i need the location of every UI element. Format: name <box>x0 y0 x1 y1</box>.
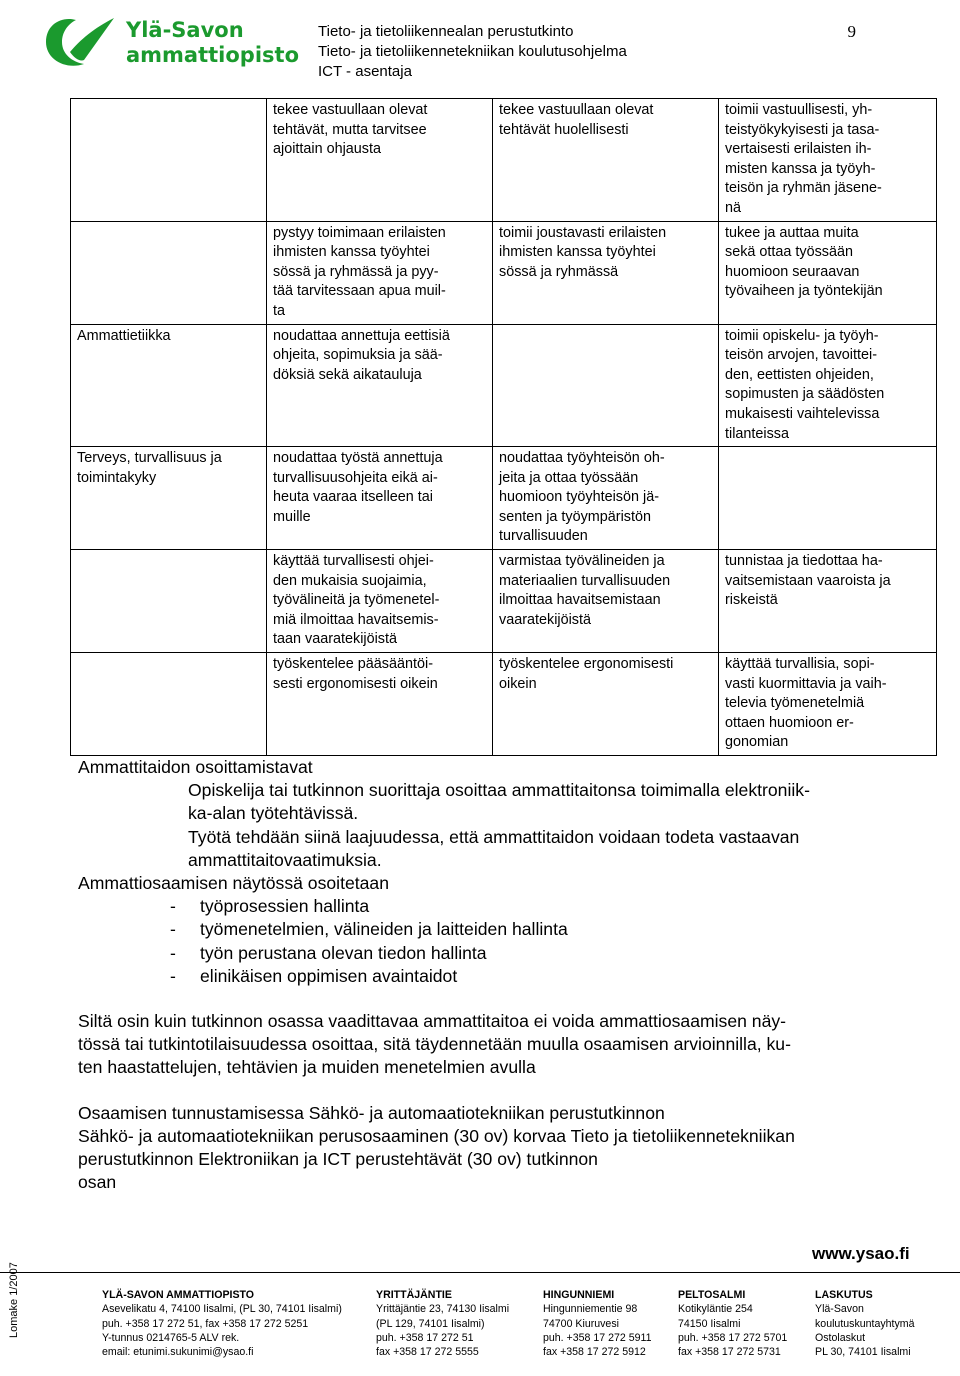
list-item: - työn perustana olevan tiedon hallinta <box>170 942 928 965</box>
footer-column: LASKUTUS Ylä-Savon koulutuskuntayhtymä Ostolaskut PL 30, 74101 Iisalmi <box>815 1289 915 1359</box>
assessment-table <box>70 98 937 756</box>
row-heading-safety: Terveys, turvallisuus ja toimintakyky <box>71 447 267 550</box>
table-cell: käyttää turvallisia, sopi- vasti kuormittavia ja vaih- televia työmenetelmiä ottaen huomioon er- gonomian <box>719 653 937 756</box>
table-cell: toimii vastuullisesti, yh- teistyökykyisesti ja tasa- vertaisesti erilaisten ih- misten kanssa ja työyh- teisön ja ryhmän jäsene- nä <box>719 99 937 222</box>
table-cell <box>71 550 267 653</box>
logo-line-2: ammattiopisto <box>126 43 300 67</box>
list-item: - työprosessien hallinta <box>170 895 928 918</box>
table-cell <box>71 653 267 756</box>
website-link[interactable]: www.ysao.fi <box>812 1244 910 1263</box>
table-cell: tunnistaa ja tiedottaa ha- vaitsemistaan vaaroista ja riskeistä <box>719 550 937 653</box>
form-version: Lomake 1/2007 <box>8 1262 20 1338</box>
table-cell: tukee ja auttaa muita sekä ottaa työssään huomioon seuraavan työvaiheen ja työntekijän <box>719 221 937 324</box>
table-cell: noudattaa työyhteisön oh- jeita ja ottaa työssään huomioon työyhteisön jä- senten ja työympäristön turvallisuuden <box>493 447 719 550</box>
header-programme: Tieto- ja tietoliikennetekniikan koulutusohjelma <box>318 43 627 60</box>
section-heading-demonstration: Ammattitaidon osoittamistavat <box>78 757 313 777</box>
table-cell: käyttää turvallisesti ohjei- den mukaisia suojaimia, työvälineitä ja työmenetel- miä ilmoittaa havaitsemis- taan vaaratekijöistä <box>267 550 493 653</box>
logo-line-1: Ylä-Savon <box>126 18 244 42</box>
table-cell <box>719 447 937 550</box>
table-cell: tekee vastuullaan olevat tehtävät, mutta tarvitsee ajoittain ohjausta <box>267 99 493 222</box>
table-cell: noudattaa työstä annettuja turvallisuusohjeita eikä ai- heuta vaaraa itselleen tai muille <box>267 447 493 550</box>
table-row <box>71 99 937 222</box>
body-text <box>78 756 928 1194</box>
table-row <box>71 324 937 447</box>
footer-column: HINGUNNIEMI Hingunniementie 98 74700 Kiuruvesi puh. +358 17 272 5911 fax +358 17 272 5912 <box>543 1289 652 1359</box>
table-cell: noudattaa annettuja eettisiä ohjeita, sopimuksia ja sää- döksiä sekä aikatauluja <box>267 324 493 447</box>
table-cell: pystyy toimimaan erilaisten ihmisten kanssa työyhtei sössä ja ryhmässä ja pyy- tää tarvitessaan apua muil- ta <box>267 221 493 324</box>
table-cell <box>71 221 267 324</box>
skills-list <box>78 895 928 988</box>
paragraph: Osaamisen tunnustamisessa Sähkö- ja automaatiotekniikan perustutkinnon Sähkö- ja automaatiotekniikan perusosaaminen (30 ov) korvaa Tieto ja tietoliikennetekniikan perustutkinnon Elektroniikan ja ICT perustehtävät (30 ov) tutkinnon osan <box>78 1102 795 1193</box>
table-row <box>71 653 937 756</box>
logo-mark-icon <box>40 12 120 72</box>
footer-column: YLÄ-SAVON AMMATTIOPISTO Asevelikatu 4, 74100 Iisalmi, (PL 30, 74101 Iisalmi) puh. +358 17 272 51, fax +358 17 272 5251 Y-tunnus 0214765-5 ALV rek. email: etunimi.sukunimi@ysao.fi <box>102 1289 342 1359</box>
table-cell: työskentelee ergonomisesti oikein <box>493 653 719 756</box>
table-row <box>71 550 937 653</box>
school-logo <box>40 12 302 72</box>
row-heading-ethics: Ammattietiikka <box>71 324 267 447</box>
paragraph: Siltä osin kuin tutkinnon osassa vaadittavaa ammattitaitoa ei voida ammattiosaamisen näy- tössä tai tutkintotilaisuudessa osoittaa, sitä täydennetään muulla osaamisen arvioinnilla, ku- ten haastattelujen, tehtävien ja muiden menetelmien avulla <box>78 1011 791 1078</box>
table-cell <box>71 99 267 222</box>
footer-column: PELTOSALMI Kotikyläntie 254 74150 Iisalmi puh. +358 17 272 5701 fax +358 17 272 5731 <box>678 1289 788 1359</box>
paragraph: Työtä tehdään siinä laajuudessa, että ammattitaidon voidaan todeta vastaavan ammattitaitovaatimuksia. <box>188 826 800 870</box>
table-cell: työskentelee pääsääntöi- sesti ergonomisesti oikein <box>267 653 493 756</box>
table-row <box>71 221 937 324</box>
paragraph: Opiskelija tai tutkinnon suorittaja osoittaa ammattitaitonsa toimimalla elektroniik- ka-alan työtehtävissä. <box>188 780 810 824</box>
table-cell <box>493 324 719 447</box>
table-cell: tekee vastuullaan olevat tehtävät huolellisesti <box>493 99 719 222</box>
list-item: - elinikäisen oppimisen avaintaidot <box>170 965 928 988</box>
table-row <box>71 447 937 550</box>
header-degree: Tieto- ja tietoliikennealan perustutkinto <box>318 23 574 40</box>
list-item: - työmenetelmien, välineiden ja laitteiden hallinta <box>170 918 928 941</box>
header-qualification: ICT - asentaja <box>318 63 412 80</box>
section-heading-skills: Ammattiosaamisen näytössä osoitetaan <box>78 873 389 894</box>
document-header <box>318 22 627 82</box>
table-cell: toimii opiskelu- ja työyh- teisön arvojen, tavoittei- den, eettisten ohjeiden, sopimusten ja säädösten mukaisesti vaihtelevissa tilanteissa <box>719 324 937 447</box>
page-number: 9 <box>847 22 856 41</box>
footer-column: YRITTÄJÄNTIE Yrittäjäntie 23, 74130 Iisalmi (PL 129, 74101 Iisalmi) puh. +358 17 272 51 fax +358 17 272 5555 <box>376 1289 510 1359</box>
table-cell: toimii joustavasti erilaisten ihmisten kanssa työyhtei sössä ja ryhmässä <box>493 221 719 324</box>
table-cell: varmistaa työvälineiden ja materiaalien turvallisuuden ilmoittaa havaitsemistaan vaaratekijöistä <box>493 550 719 653</box>
